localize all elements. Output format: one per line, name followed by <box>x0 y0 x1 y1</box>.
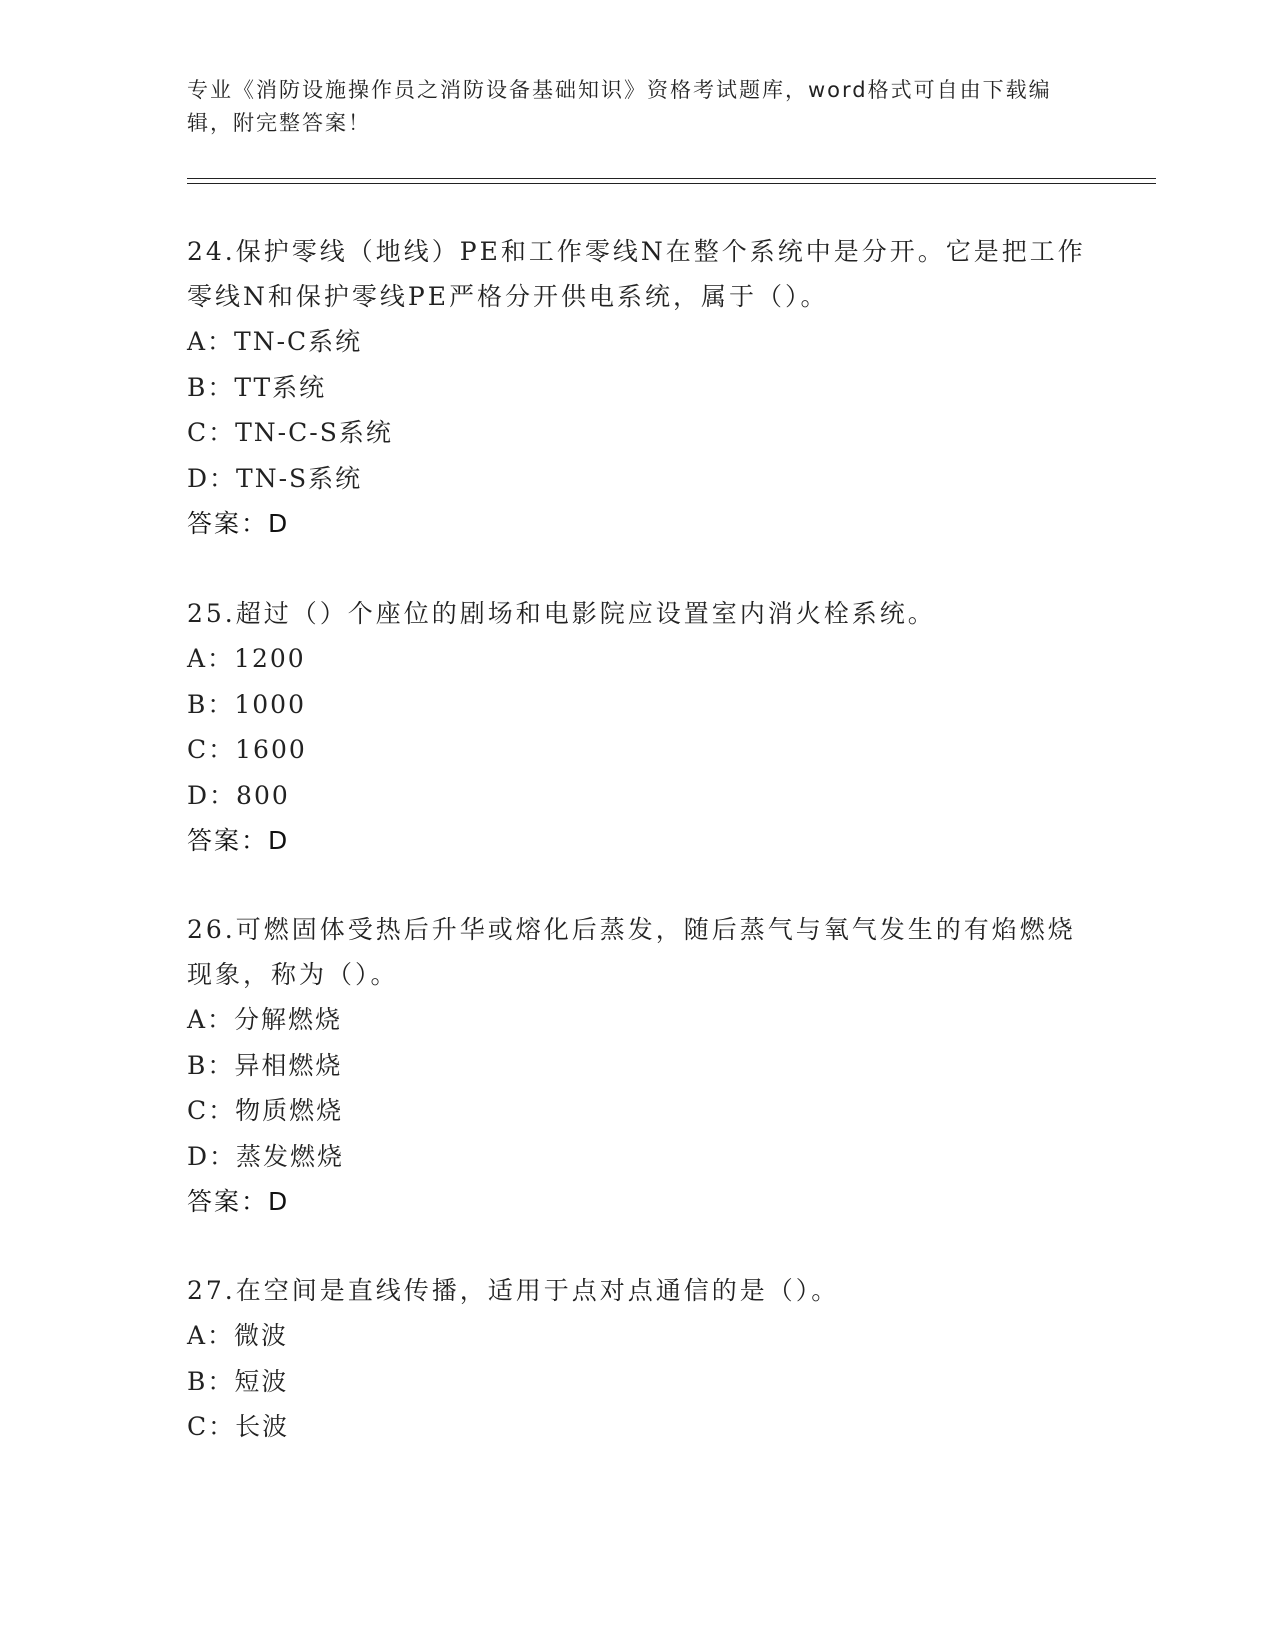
option-a: A：微波 <box>187 1321 289 1350</box>
question-stem: 25.超过（）个座位的剧场和电影院应设置室内消火栓系统。 <box>187 599 936 628</box>
option-d: D：TN-S系统 <box>187 463 363 493</box>
question-26 <box>187 907 1087 1225</box>
option-c: C：1600 <box>187 735 307 764</box>
option-a: A：TN-C系统 <box>187 327 363 356</box>
answer: 答案：D <box>187 509 290 538</box>
option-a: A：1200 <box>187 644 306 673</box>
option-c: C：TN-C-S系统 <box>187 418 393 447</box>
header-divider-bottom <box>187 183 1156 184</box>
question-stem: 26.可燃固体受热后升华或熔化后蒸发，随后蒸气与氧气发生的有焰燃烧现象，称为（）。 <box>187 915 1076 989</box>
question-25 <box>187 591 1087 864</box>
option-a: A：分解燃烧 <box>187 1005 343 1034</box>
answer: 答案：D <box>187 826 290 855</box>
document-header: 专业《消防设施操作员之消防设备基础知识》资格考试题库，word格式可自由下载编辑，附完整答案！ <box>187 78 1052 135</box>
answer: 答案：D <box>187 1187 290 1216</box>
option-b: B：1000 <box>187 689 306 719</box>
option-c: C：物质燃烧 <box>187 1096 344 1125</box>
header-divider-top <box>187 178 1156 179</box>
option-b: B：TT系统 <box>187 372 327 402</box>
question-stem: 27.在空间是直线传播，适用于点对点通信的是（）。 <box>187 1276 840 1305</box>
option-d: D：蒸发燃烧 <box>187 1141 345 1171</box>
option-c: C：长波 <box>187 1412 290 1441</box>
question-stem: 24.保护零线（地线）PE和工作零线N在整个系统中是分开。它是把工作零线N和保护零线PE严格分开供电系统，属于（）。 <box>187 237 1086 311</box>
option-b: B：短波 <box>187 1366 289 1396</box>
question-24 <box>187 229 1087 547</box>
option-b: B：异相燃烧 <box>187 1050 343 1080</box>
option-d: D：800 <box>187 780 290 810</box>
question-27 <box>187 1268 1087 1450</box>
